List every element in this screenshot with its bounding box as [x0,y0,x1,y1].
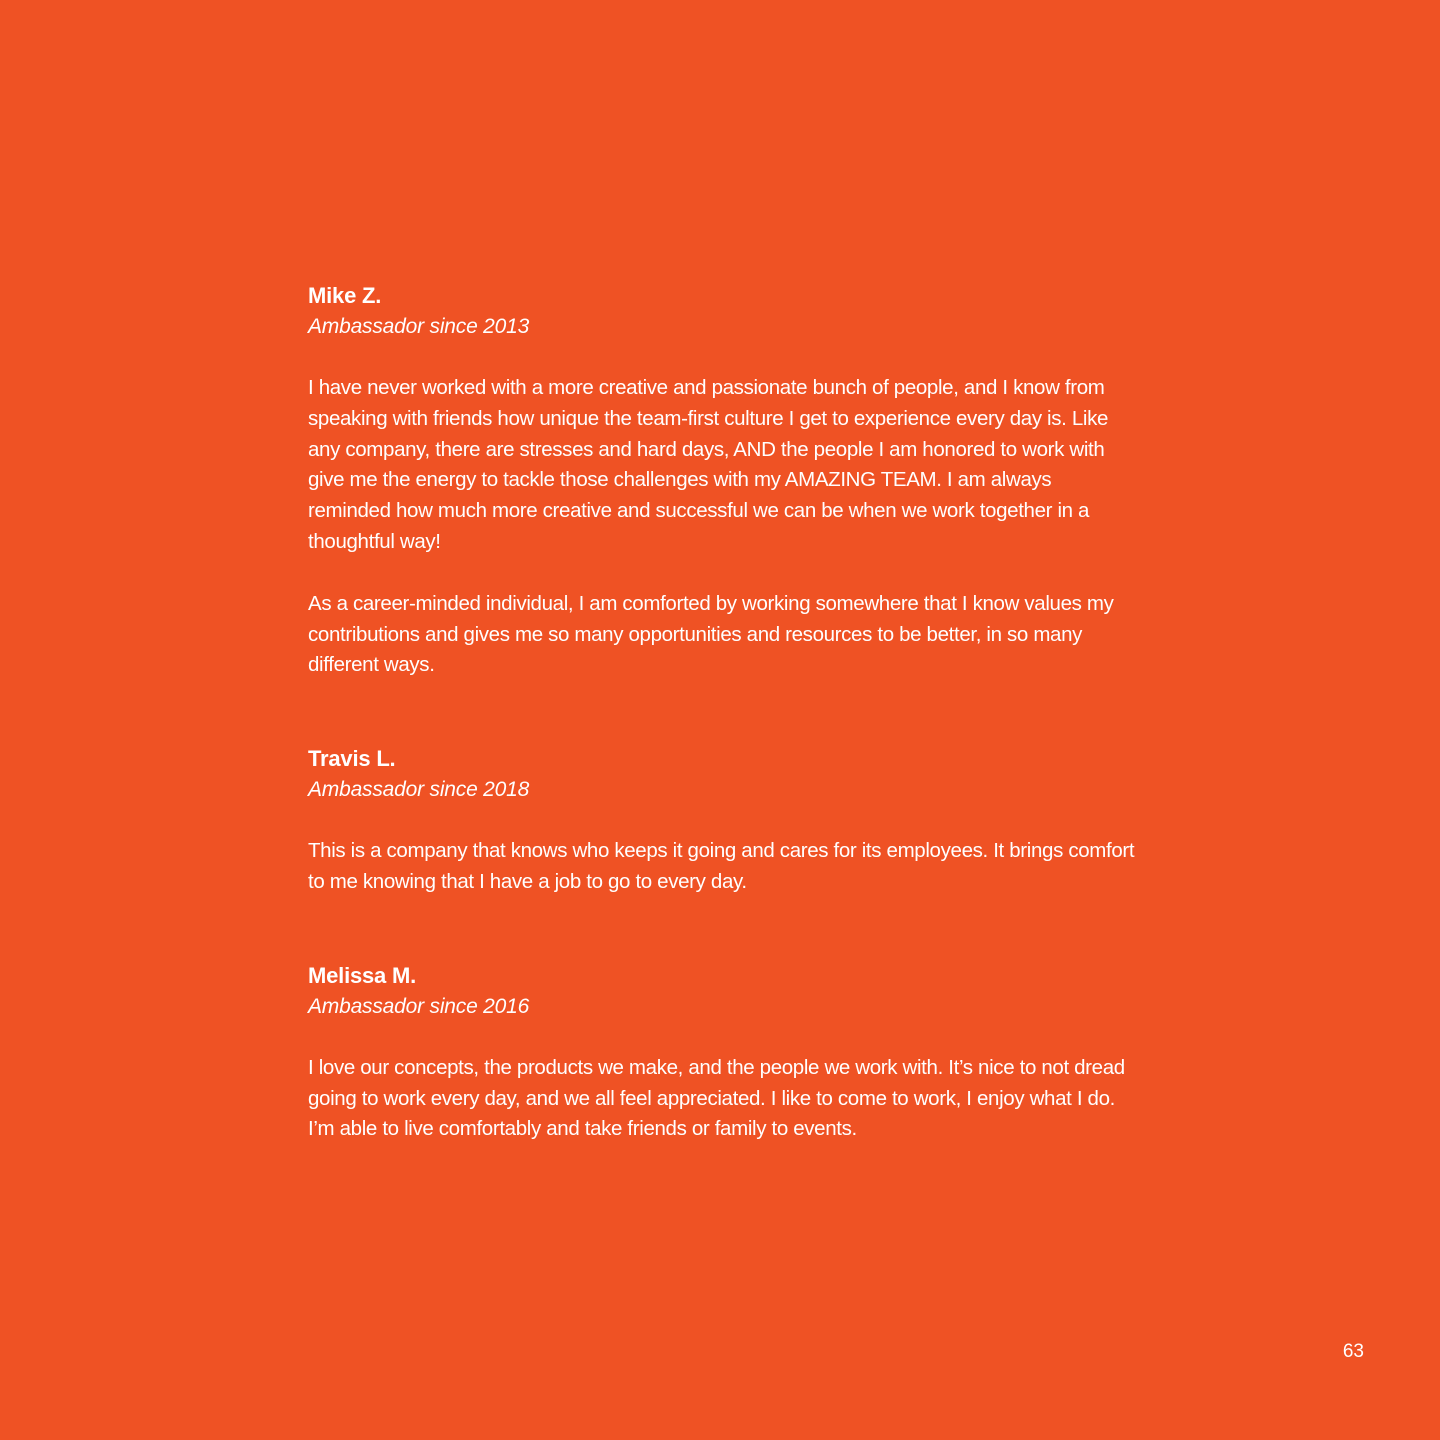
testimonial-since: Ambassador since 2018 [308,778,530,802]
testimonial-paragraph: I love our concepts, the products we make, and the people we work with. It’s nice to not dread going to work every day, and we all feel appreciated. I like to come to work, I enjoy what I do. I’m able to live comfortably and take friends or family to events. [308,1055,1125,1141]
page-number: 63 [1342,1341,1364,1362]
testimonial-melissa [308,960,1138,1145]
testimonial-since: Ambassador since 2016 [308,994,530,1018]
testimonial-paragraph: This is a company that knows who keeps it going and cares for its employees. It brings comfort to me knowing that I have a job to go to every day. [308,839,1135,893]
testimonial-travis [308,743,1138,898]
testimonial-paragraph: I have never worked with a more creative and passionate bunch of people, and I know from speaking with friends how unique the team-first culture I get to experience every day is. Like any company, there are stresses and hard days, AND the people I am honored to work with give me the energy to tackle those challenges with my AMAZING TEAM. I am always reminded how much more creative and successful we can be when we work together in a thoughtful way! [308,376,1109,553]
testimonial-paragraph: As a career-minded individual, I am comforted by working somewhere that I know values my contributions and gives me so many opportunities and resources to be better, in so many different ways. [308,591,1114,677]
testimonial-name: Travis L. [308,746,396,772]
testimonial-since: Ambassador since 2013 [308,315,530,338]
testimonial-name: Melissa M. [308,962,417,988]
testimonial-name: Mike Z. [308,283,382,308]
testimonials-section [308,280,1138,1145]
testimonial-mike [308,280,1138,681]
